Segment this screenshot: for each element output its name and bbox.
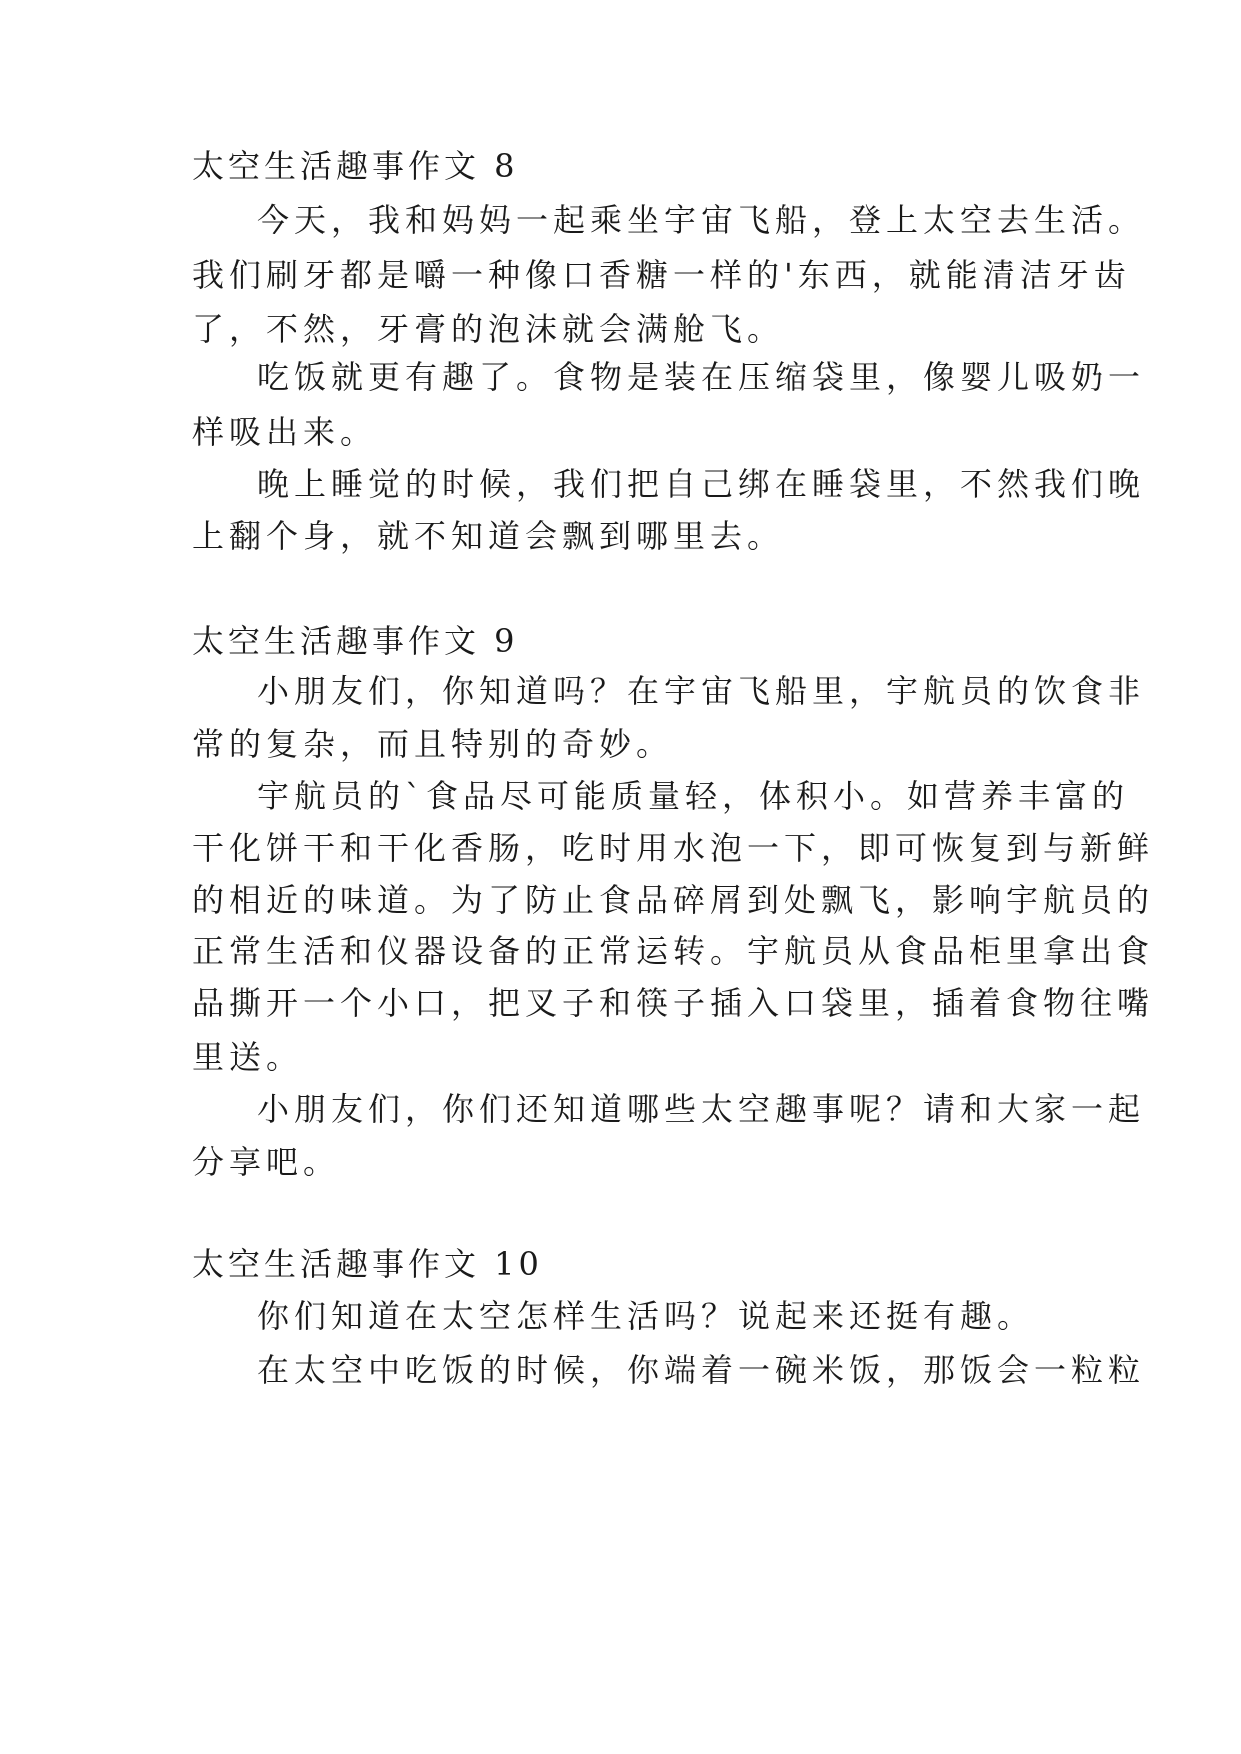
essay-9-line-8: 里送。 bbox=[192, 1038, 304, 1076]
essay-8-line-4: 吃饭就更有趣了。食物是装在压缩袋里，像婴儿吸奶一 bbox=[257, 358, 1146, 396]
essay-8-line-1: 今天，我和妈妈一起乘坐宇宙飞船，登上太空去生活。 bbox=[257, 201, 1146, 239]
essay-8-line-6: 晚上睡觉的时候，我们把自己绑在睡袋里，不然我们晚 bbox=[257, 465, 1146, 503]
essay-9-title: 太空生活趣事作文 9 bbox=[192, 622, 519, 660]
essay-9-line-5: 的相近的味道。为了防止食品碎屑到处飘飞，影响宇航员的 bbox=[192, 881, 1155, 919]
essay-9-line-3: 宇航员的`食品尽可能质量轻，体积小。如营养丰富的 bbox=[257, 777, 1130, 815]
essay-8-line-3: 了，不然，牙膏的泡沫就会满舱飞。 bbox=[192, 310, 785, 348]
essay-9-line-10: 分享吧。 bbox=[192, 1143, 341, 1181]
essay-10-line-1: 你们知道在太空怎样生活吗？说起来还挺有趣。 bbox=[257, 1297, 1035, 1335]
essay-9-line-9: 小朋友们，你们还知道哪些太空趣事呢？请和大家一起 bbox=[257, 1090, 1146, 1128]
essay-9-line-2: 常的复杂，而且特别的奇妙。 bbox=[192, 725, 674, 763]
essay-9-line-6: 正常生活和仪器设备的正常运转。宇航员从食品柜里拿出食 bbox=[192, 932, 1155, 970]
essay-10-title: 太空生活趣事作文 10 bbox=[192, 1245, 543, 1283]
essay-8-line-2: 我们刷牙都是嚼一种像口香糖一样的'东西，就能清洁牙齿 bbox=[192, 256, 1131, 294]
essay-9-line-4: 干化饼干和干化香肠，吃时用水泡一下，即可恢复到与新鲜 bbox=[192, 829, 1155, 867]
essay-8-line-5: 样吸出来。 bbox=[192, 413, 378, 451]
essay-8-title: 太空生活趣事作文 8 bbox=[192, 147, 519, 185]
essay-8-line-7: 上翻个身，就不知道会飘到哪里去。 bbox=[192, 517, 785, 555]
essay-9-line-1: 小朋友们，你知道吗？在宇宙飞船里，宇航员的饮食非 bbox=[257, 672, 1146, 710]
essay-10-line-2: 在太空中吃饭的时候，你端着一碗米饭，那饭会一粒粒 bbox=[257, 1351, 1146, 1389]
essay-9-line-7: 品撕开一个小口，把叉子和筷子插入口袋里，插着食物往嘴 bbox=[192, 984, 1155, 1022]
